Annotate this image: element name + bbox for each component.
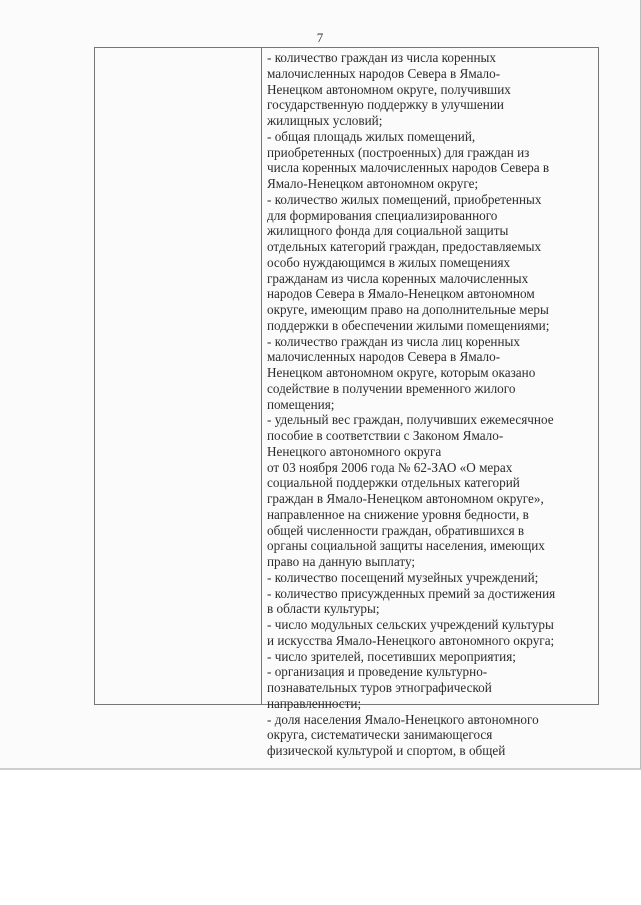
- table-left-column: [95, 48, 262, 704]
- text-line: государственную поддержку в улучшении: [267, 97, 504, 113]
- text-line: и искусства Ямало-Ненецкого автономного округа;: [267, 632, 555, 648]
- text-line: - количество присужденных премий за достижения: [267, 585, 556, 601]
- text-line: - количество посещений музейных учреждений;: [267, 569, 539, 585]
- text-line: - количество жилых помещений, приобретенных: [267, 191, 542, 207]
- text-line: для формирования специализированного: [267, 207, 498, 223]
- text-line: общей численности граждан, обратившихся в: [267, 522, 525, 538]
- text-line: отдельных категорий граждан, предоставляемых: [267, 239, 542, 254]
- text-line: - количество граждан из числа лиц коренных: [267, 333, 521, 349]
- text-line: Ненецкого автономного округа: [267, 443, 442, 459]
- text-line: граждан в Ямало-Ненецком автономном округе»,: [267, 491, 544, 506]
- text-line: - организация и проведение культурно-: [267, 664, 488, 680]
- text-line: направленное на снижение уровня бедности, в: [267, 506, 529, 522]
- text-line: - количество граждан из числа коренных: [267, 50, 497, 65]
- text-line: числа коренных малочисленных народов Севера в: [267, 160, 550, 176]
- text-line: приобретенных (построенных) для граждан из: [267, 144, 530, 160]
- text-line: жилищного фонда для социальной защиты: [267, 223, 509, 239]
- text-line: физической культурой и спортом, в общей: [267, 743, 506, 758]
- text-line: органы социальной защиты населения, имеющих: [267, 538, 545, 554]
- text-line: округа, систематически занимающегося: [267, 727, 493, 743]
- text-line: в области культуры;: [267, 601, 380, 617]
- text-line: Ненецком автономном округе, получивших: [267, 81, 511, 97]
- text-line: право на данную выплату;: [267, 554, 416, 569]
- text-line: пособие в соответствии с Законом Ямало-: [267, 428, 504, 443]
- text-line: помещения;: [267, 396, 335, 412]
- table-right-column: [267, 50, 592, 758]
- text-line: - доля населения Ямало-Ненецкого автономного: [267, 711, 539, 727]
- text-line: округе, имеющим право на дополнительные меры: [267, 302, 549, 317]
- text-line: социальной поддержки отдельных категорий: [267, 475, 520, 491]
- text-line: - число зрителей, посетивших мероприятия;: [267, 648, 516, 664]
- text-line: Ненецком автономном округе, которым оказано: [267, 365, 536, 380]
- text-line: Ямало-Ненецком автономном округе;: [267, 176, 479, 191]
- text-line: от 03 ноября 2006 года № 62-ЗАО «О мерах: [267, 459, 513, 475]
- text-line: - число модульных сельских учреждений культуры: [267, 617, 554, 632]
- text-line: содействие в получении временного жилого: [267, 380, 516, 396]
- text-line: - общая площадь жилых помещений,: [267, 128, 476, 144]
- text-line: направленности;: [267, 695, 362, 711]
- text-line: познавательных туров этнографической: [267, 680, 492, 695]
- text-line: гражданам из числа коренных малочисленных: [267, 270, 529, 286]
- text-line: особо нуждающимся в жилых помещениях: [267, 254, 511, 270]
- text-line: жилищных условий;: [267, 113, 383, 128]
- text-line: малочисленных народов Севера в Ямало-: [267, 349, 501, 365]
- text-line: народов Севера в Ямало-Ненецком автономном: [267, 286, 535, 302]
- content-table: [94, 47, 599, 758]
- text-line: поддержки в обеспечении жилыми помещениями;: [267, 317, 550, 333]
- text-line: - удельный вес граждан, получивших ежемесячное: [267, 412, 554, 428]
- page-number: 7: [316, 30, 324, 45]
- text-line: малочисленных народов Севера в Ямало-: [267, 65, 501, 81]
